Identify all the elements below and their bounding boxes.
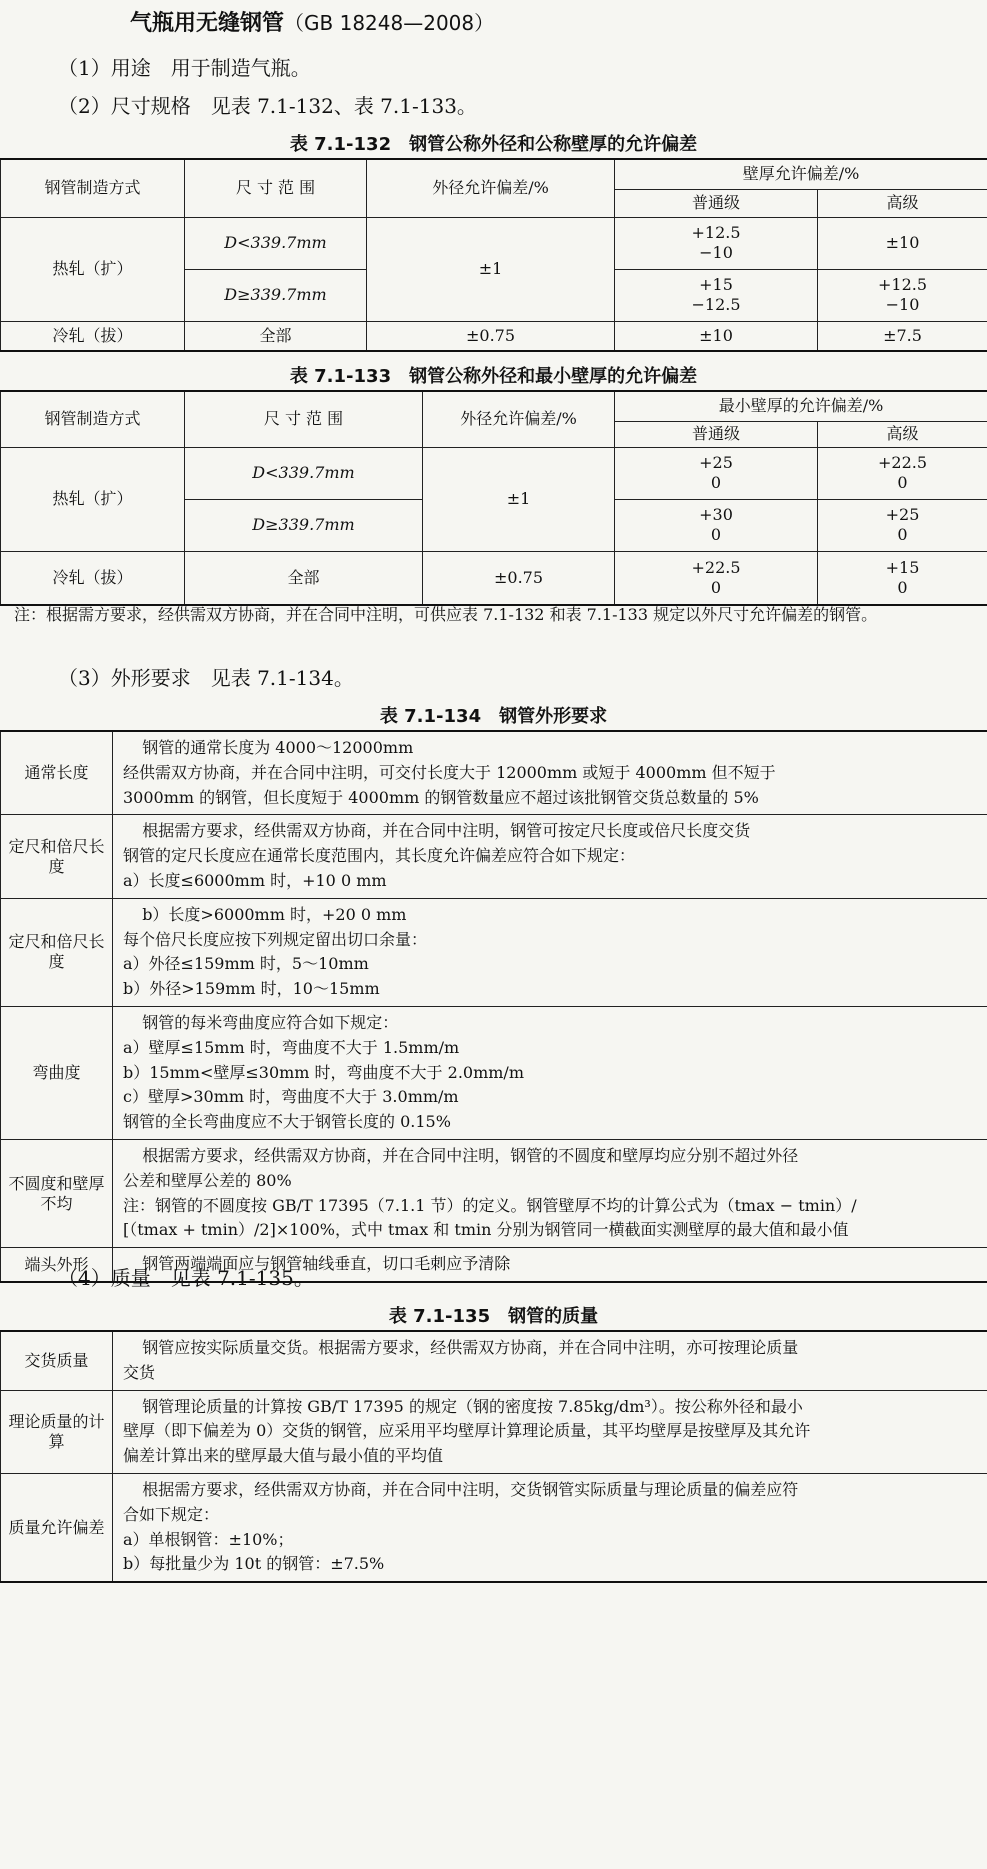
table-133-note: 注：根据需方要求，经供需双方协商，并在合同中注明，可供应表 7.1-132 和表 7.1-133 规定以外尺寸允许偏差的钢管。 (14, 605, 878, 624)
content-line: a）壁厚≤15mm 时，弯曲度不大于 1.5mm/m (123, 1037, 460, 1057)
cell-hot: 热轧（扩） (1, 447, 185, 551)
table-134-caption: 表 7.1-134 钢管外形要求 (379, 706, 608, 727)
value: 0 (710, 525, 722, 544)
range-1-text: D<339.7mm (252, 463, 355, 482)
content-line: b）15mm<壁厚≤30mm 时，弯曲度不大于 2.0mm/m (123, 1062, 524, 1082)
value: −10 (885, 295, 920, 314)
cell-r2-normal (615, 499, 818, 551)
row-label: 质量允许偏差 (1, 1473, 113, 1582)
row-content (113, 1139, 987, 1247)
row-label: 定尺和倍尺长度 (1, 815, 113, 898)
th-method: 钢管制造方式 (1, 391, 185, 447)
th-high: 高级 (818, 421, 987, 447)
value: 0 (897, 473, 908, 492)
row-content (113, 1006, 987, 1139)
content-line: 根据需方要求，经供需双方协商，并在合同中注明，钢管可按定尺长度或倍尺长度交货 (142, 821, 751, 841)
row-label: 弯曲度 (1, 1006, 113, 1139)
range-2-text: D≥339.7mm (252, 515, 355, 534)
table-135-caption: 表 7.1-135 钢管的质量 (388, 1306, 599, 1327)
range-2-text: D≥339.7mm (224, 285, 327, 304)
table-133 (0, 390, 987, 606)
content-line: 每个倍尺长度应按下列规定留出切口余量： (123, 929, 428, 949)
table-133-caption: 表 7.1-133 钢管公称外径和最小壁厚的允许偏差 (289, 366, 698, 387)
content-line: 钢管两端端面应与钢管轴线垂直，切口毛刺应予清除 (142, 1254, 511, 1274)
table-132 (0, 158, 987, 352)
cell-r2-normal (615, 269, 818, 321)
value: +12.5 (877, 275, 928, 294)
table-row (1, 731, 987, 815)
cell-r2 (185, 499, 423, 551)
value: −10 (699, 243, 733, 262)
table-132-caption: 表 7.1-132 钢管公称外径和公称壁厚的允许偏差 (289, 134, 698, 155)
th-method: 钢管制造方式 (1, 159, 185, 217)
th-od: 外径允许偏差/% (423, 391, 615, 447)
cell-r2 (185, 269, 367, 321)
value: 0 (897, 525, 908, 544)
value: 0 (710, 473, 722, 492)
row-content (113, 898, 987, 1006)
cell-r2-high (818, 269, 987, 321)
use-line: （1）用途 用于制造气瓶。 (58, 56, 311, 80)
cell-all: 全部 (185, 321, 367, 351)
mass-line: （4）质量 见表 7.1-135。 (58, 1266, 314, 1290)
content-line: 钢管的每米弯曲度应符合如下规定： (142, 1012, 399, 1032)
size-line: （2）尺寸规格 见表 7.1-132、表 7.1-133。 (58, 94, 477, 118)
th-high: 高级 (818, 189, 987, 217)
content-line: c）壁厚>30mm 时，弯曲度不大于 3.0mm/m (123, 1087, 459, 1107)
table-row (1, 1331, 987, 1390)
row-content (113, 731, 987, 815)
content-line: 注：钢管的不圆度按 GB/T 17395（7.1.1 节）的定义。钢管壁厚不均的计算公式为（tmax − tmin）/ (123, 1195, 857, 1215)
content-line: 偏差计算出来的壁厚最大值与最小值的平均值 (123, 1446, 444, 1466)
cell-cold-normal (615, 551, 818, 605)
value: 0 (710, 577, 722, 597)
content-line: 经供需双方协商，并在合同中注明，可交付长度大于 12000mm 或短于 4000mm 但不短于 (123, 762, 776, 782)
th-normal: 普通级 (615, 189, 818, 217)
standard-code: （GB 18248—2008） (284, 11, 495, 35)
cell-od-cold: ±0.75 (367, 321, 615, 351)
cell-hot: 热轧（扩） (1, 217, 185, 321)
value: +22.5 (691, 557, 741, 577)
cell-od-hot: ±1 (367, 217, 615, 321)
content-line: [（tmax + tmin）/2]×100%，式中 tmax 和 tmin 分别为钢管同一横截面实测壁厚的最大值和最小值 (123, 1220, 849, 1240)
range-1-text: D<339.7mm (224, 233, 327, 252)
title-text: 气瓶用无缝钢管 (130, 11, 285, 36)
value: +15 (885, 557, 920, 577)
table-row (1, 1473, 987, 1582)
th-wall: 最小壁厚的允许偏差/% (615, 391, 987, 421)
value: +12.5 (691, 223, 741, 242)
content-line: 钢管应按实际质量交货。根据需方要求，经供需双方协商，并在合同中注明，亦可按理论质量 (142, 1338, 799, 1357)
table-row (1, 898, 987, 1006)
cell-r1-high: ±10 (818, 217, 987, 269)
value: +30 (699, 505, 733, 524)
cell-all: 全部 (185, 551, 423, 605)
row-content (113, 1390, 987, 1473)
table-row (1, 1139, 987, 1247)
cell-r1 (185, 217, 367, 269)
th-range: 尺 寸 范 围 (185, 159, 367, 217)
row-content (113, 1331, 987, 1390)
content-line: a）外径≤159mm 时，5～10mm (123, 954, 369, 974)
value: +25 (885, 505, 920, 524)
row-label: 交货质量 (1, 1331, 113, 1390)
row-label: 不圆度和壁厚不均 (1, 1139, 113, 1247)
table-134 (0, 730, 987, 1283)
row-label: 定尺和倍尺长度 (1, 898, 113, 1006)
cell-cold-high: ±7.5 (818, 321, 987, 351)
table-row (1, 1390, 987, 1473)
table-row (1, 1006, 987, 1139)
cell-cold: 冷轧（拔） (1, 551, 185, 605)
row-content (113, 1473, 987, 1582)
th-normal: 普通级 (615, 421, 818, 447)
content-line: 根据需方要求，经供需双方协商，并在合同中注明，交货钢管实际质量与理论质量的偏差应符 (142, 1479, 799, 1499)
th-wall: 壁厚允许偏差/% (615, 159, 987, 189)
content-line: a）单根钢管：±10%； (123, 1529, 294, 1549)
row-label: 端头外形 (1, 1248, 113, 1282)
content-line: b）外径>159mm 时，10～15mm (123, 979, 380, 999)
cell-od-hot: ±1 (423, 447, 615, 551)
cell-r1-normal (615, 217, 818, 269)
cell-r1-high (818, 447, 987, 499)
doc-title (130, 6, 494, 37)
row-content (113, 815, 987, 898)
content-line: b）每批量少为 10t 的钢管：±7.5% (123, 1554, 385, 1574)
row-label: 理论质量的计算 (1, 1390, 113, 1473)
th-od: 外径允许偏差/% (367, 159, 615, 217)
content-line: 钢管的全长弯曲度应不大于钢管长度的 0.15% (123, 1112, 451, 1132)
value: −12.5 (691, 295, 741, 314)
table-row (1, 815, 987, 898)
row-label: 通常长度 (1, 731, 113, 815)
content-line: 钢管理论质量的计算按 GB/T 17395 的规定（钢的密度按 7.85kg/dm³）。按公称外径和最小 (142, 1396, 803, 1416)
value: +25 (699, 453, 733, 472)
cell-r1 (185, 447, 423, 499)
content-line: 公差和壁厚公差的 80% (123, 1170, 292, 1190)
cell-od-cold: ±0.75 (423, 551, 615, 605)
content-line: b）长度>6000mm 时，+20 0 mm (142, 904, 407, 924)
cell-cold: 冷轧（拔） (1, 321, 185, 351)
cell-cold-high (818, 551, 987, 605)
cell-r1-normal (615, 447, 818, 499)
cell-r2-high (818, 499, 987, 551)
content-line: a）长度≤6000mm 时，+10 0 mm (123, 870, 387, 890)
shape-line: （3）外形要求 见表 7.1-134。 (58, 666, 354, 690)
cell-cold-normal: ±10 (615, 321, 818, 351)
value: +22.5 (877, 453, 928, 472)
content-line: 壁厚（即下偏差为 0）交货的钢管，应采用平均壁厚计算理论质量，其平均壁厚是按壁厚及其允许 (123, 1421, 811, 1441)
value: 0 (897, 577, 908, 597)
table-135 (0, 1330, 987, 1583)
th-range: 尺 寸 范 围 (185, 391, 423, 447)
content-line: 合如下规定： (123, 1504, 220, 1524)
content-line: 交货 (123, 1362, 156, 1382)
content-line: 钢管的定尺长度应在通常长度范围内，其长度允许偏差应符合如下规定： (123, 846, 636, 866)
content-line: 钢管的通常长度为 4000～12000mm (142, 738, 414, 757)
content-line: 3000mm 的钢管，但长度短于 4000mm 的钢管数量应不超过该批钢管交货总数量的 5% (123, 787, 759, 807)
content-line: 根据需方要求，经供需双方协商，并在合同中注明，钢管的不圆度和壁厚均应分别不超过外径 (142, 1145, 799, 1165)
value: +15 (699, 275, 733, 294)
